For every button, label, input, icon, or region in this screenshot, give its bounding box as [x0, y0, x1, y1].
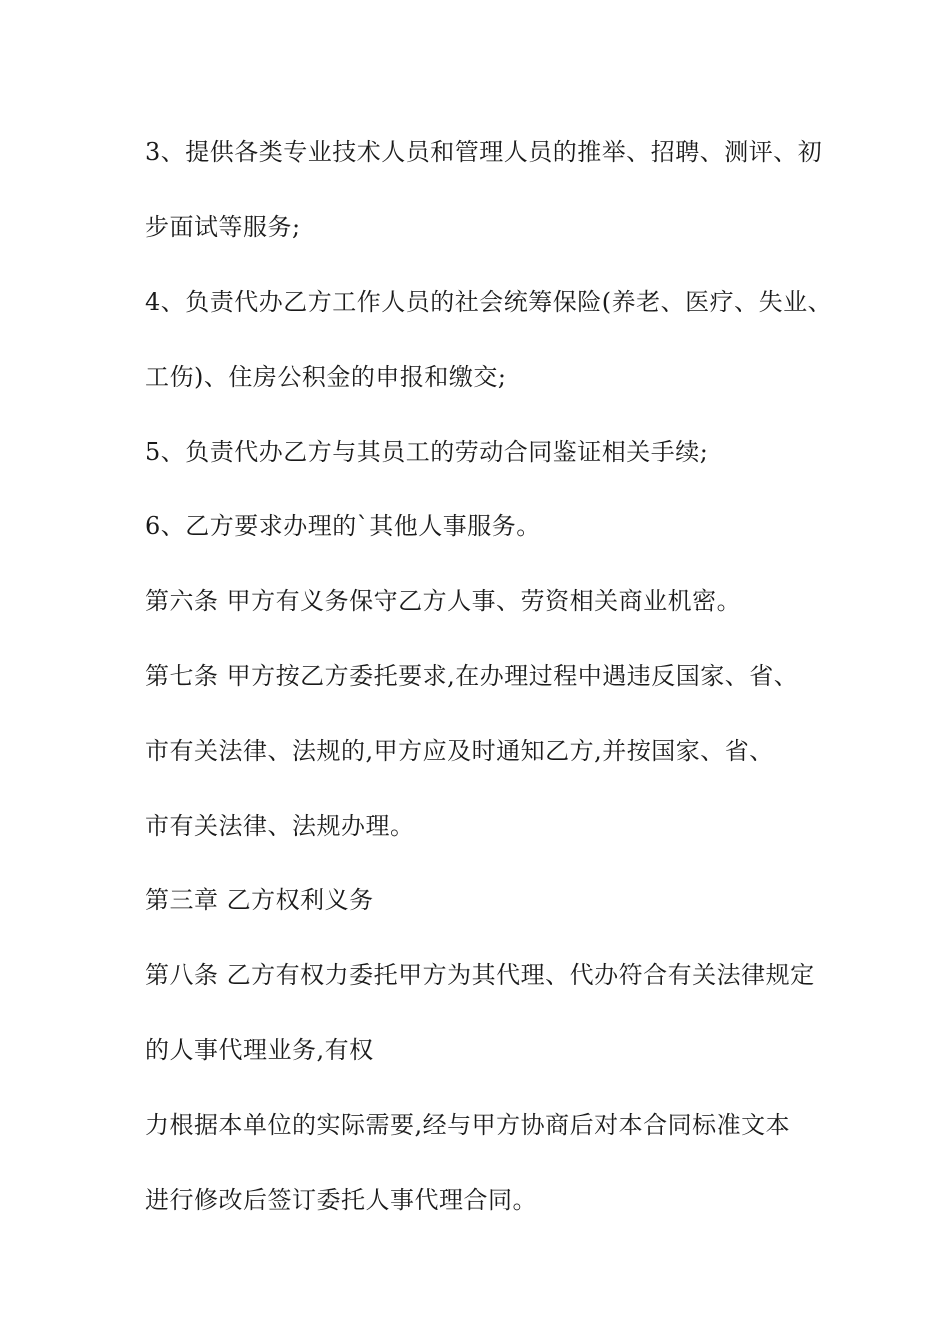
article-eight: 第八条 乙方有权力委托甲方为其代理、代办符合有关法律规定 — [145, 961, 815, 989]
text-line: 市有关法律、法规的,甲方应及时通知乙方,并按国家、省、 — [145, 737, 774, 765]
text-line: 3、提供各类专业技术人员和管理人员的推举、招聘、测评、初 — [145, 138, 823, 166]
article-six: 第六条 甲方有义务保守乙方人事、劳资相关商业机密。 — [145, 587, 742, 615]
text-line: 步面试等服务; — [145, 213, 301, 241]
text-line: 4、负责代办乙方工作人员的社会统筹保险(养老、医疗、失业、 — [145, 288, 833, 316]
text-line: 的人事代理业务,有权 — [145, 1036, 374, 1064]
text-line: 力根据本单位的实际需要,经与甲方协商后对本合同标准文本 — [145, 1111, 791, 1139]
text-line: 进行修改后签订委托人事代理合同。 — [145, 1186, 537, 1214]
text-line: 市有关法律、法规办理。 — [145, 812, 415, 840]
text-line: 5、负责代办乙方与其员工的劳动合同鉴证相关手续; — [145, 438, 709, 466]
text-line: 6、乙方要求办理的`其他人事服务。 — [145, 512, 541, 540]
text-line: 工伤)、住房公积金的申报和缴交; — [145, 363, 507, 391]
article-seven: 第七条 甲方按乙方委托要求,在办理过程中遇违反国家、省、 — [145, 662, 799, 690]
chapter-heading: 第三章 乙方权利义务 — [145, 886, 374, 914]
